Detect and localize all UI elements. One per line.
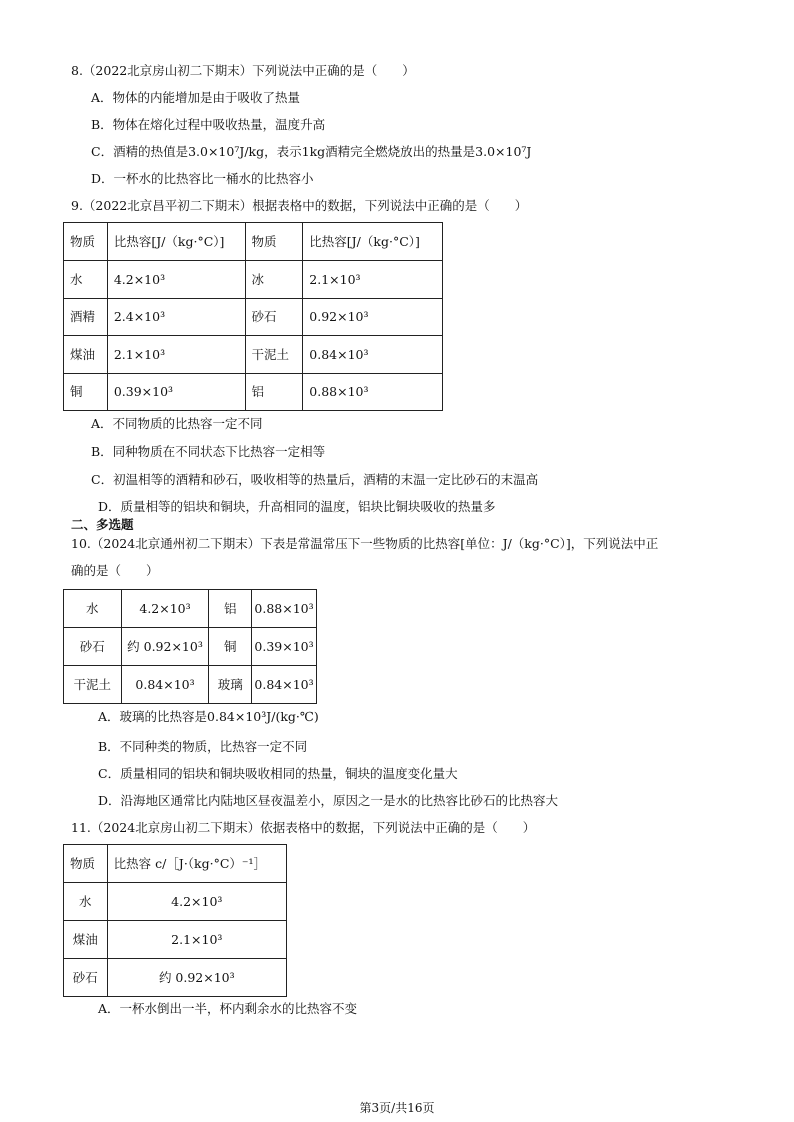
q9-option-d: D．质量相等的铝块和铜块，升高相同的温度，铝块比铜块吸收的热量多 [98,499,496,514]
table-row [64,336,443,374]
table-cell: 水 [64,883,108,921]
q11-table-header [64,845,287,883]
q11-table [63,844,287,997]
table-cell: 0.39×10³ [252,628,317,666]
table-cell: 4.2×10³ [107,261,245,299]
table-cell: 玻璃 [209,666,252,704]
table-cell: 2.1×10³ [303,261,443,299]
q8-option-d: D．一杯水的比热容比一桶水的比热容小 [91,171,314,186]
table-cell: 物质 [64,845,108,883]
table-cell: 比热容[J/（kg·°C）] [303,223,443,261]
table-cell: 铝 [209,590,252,628]
table-cell: 酒精 [64,299,108,336]
table-row [64,628,317,666]
table-cell: 物质 [64,223,108,261]
table-row [64,374,443,411]
table-cell: 约 0.92×10³ [107,959,286,997]
table-cell: 干泥土 [64,666,122,704]
q8-option-c: C．酒精的热值是3.0×10⁷J/kg，表示1kg酒精完全燃烧放出的热量是3.0×10⁷J [91,144,532,159]
table-cell: 0.84×10³ [303,336,443,374]
table-cell: 约 0.92×10³ [121,628,209,666]
table-cell: 0.39×10³ [107,374,245,411]
table-row [64,959,287,997]
table-cell: 干泥土 [245,336,303,374]
table-cell: 铜 [209,628,252,666]
table-cell: 2.1×10³ [107,336,245,374]
q8-option-a: A．物体的内能增加是由于吸收了热量 [91,90,301,105]
page-footer: 第3页/共16页 [359,1101,435,1115]
table-cell: 4.2×10³ [107,883,286,921]
table-cell: 物质 [245,223,303,261]
table-cell: 0.88×10³ [303,374,443,411]
q10-stem-line2: 确的是（ ） [71,563,159,578]
table-cell: 铜 [64,374,108,411]
table-row [64,261,443,299]
q10-stem-line1: 10.（2024北京通州初二下期末）下表是常温常压下一些物质的比热容[单位：J/（kg·°C）]，下列说法中正 [71,536,659,551]
table-cell: 水 [64,261,108,299]
q10-option-c: C．质量相同的铝块和铜块吸收相同的热量，铜块的温度变化量大 [98,766,458,781]
table-cell: 0.92×10³ [303,299,443,336]
table-cell: 2.4×10³ [107,299,245,336]
table-cell: 冰 [245,261,303,299]
q10-table [63,589,317,704]
q9-stem: 9.（2022北京昌平初二下期末）根据表格中的数据，下列说法中正确的是（ ） [71,198,528,213]
q9-table-header [64,223,443,261]
table-row [64,921,287,959]
table-row [64,883,287,921]
table-cell: 水 [64,590,122,628]
section-heading-multiple-choice: 二、多选题 [71,517,134,532]
table-cell: 铝 [245,374,303,411]
table-cell: 砂石 [245,299,303,336]
table-cell: 砂石 [64,959,108,997]
table-cell: 0.84×10³ [252,666,317,704]
q8-stem: 8.（2022北京房山初二下期末）下列说法中正确的是（ ） [71,63,415,78]
q9-option-a: A．不同物质的比热容一定不同 [91,416,263,431]
q9-option-c: C．初温相等的酒精和砂石，吸收相等的热量后，酒精的末温一定比砂石的末温高 [91,472,539,487]
table-row [64,590,317,628]
table-cell: 煤油 [64,336,108,374]
table-cell: 比热容[J/（kg·°C）] [107,223,245,261]
q11-option-a: A．一杯水倒出一半，杯内剩余水的比热容不变 [98,1001,358,1016]
q10-option-a: A．玻璃的比热容是0.84×10³J/(kg·℃) [98,709,319,724]
table-row [64,299,443,336]
table-row [64,666,317,704]
table-cell: 比热容 c/［J·（kg·°C）⁻¹］ [107,845,286,883]
table-cell: 煤油 [64,921,108,959]
table-cell: 4.2×10³ [121,590,209,628]
table-cell: 0.84×10³ [121,666,209,704]
table-cell: 砂石 [64,628,122,666]
q10-option-b: B．不同种类的物质，比热容一定不同 [98,739,308,754]
table-cell: 2.1×10³ [107,921,286,959]
table-cell: 0.88×10³ [252,590,317,628]
q9-option-b: B．同种物质在不同状态下比热容一定相等 [91,444,326,459]
q11-stem: 11.（2024北京房山初二下期末）依据表格中的数据，下列说法中正确的是（ ） [71,820,536,835]
q10-option-d: D．沿海地区通常比内陆地区昼夜温差小，原因之一是水的比热容比砂石的比热容大 [98,793,559,808]
q8-option-b: B．物体在熔化过程中吸收热量，温度升高 [91,117,326,132]
q9-table [63,222,443,411]
